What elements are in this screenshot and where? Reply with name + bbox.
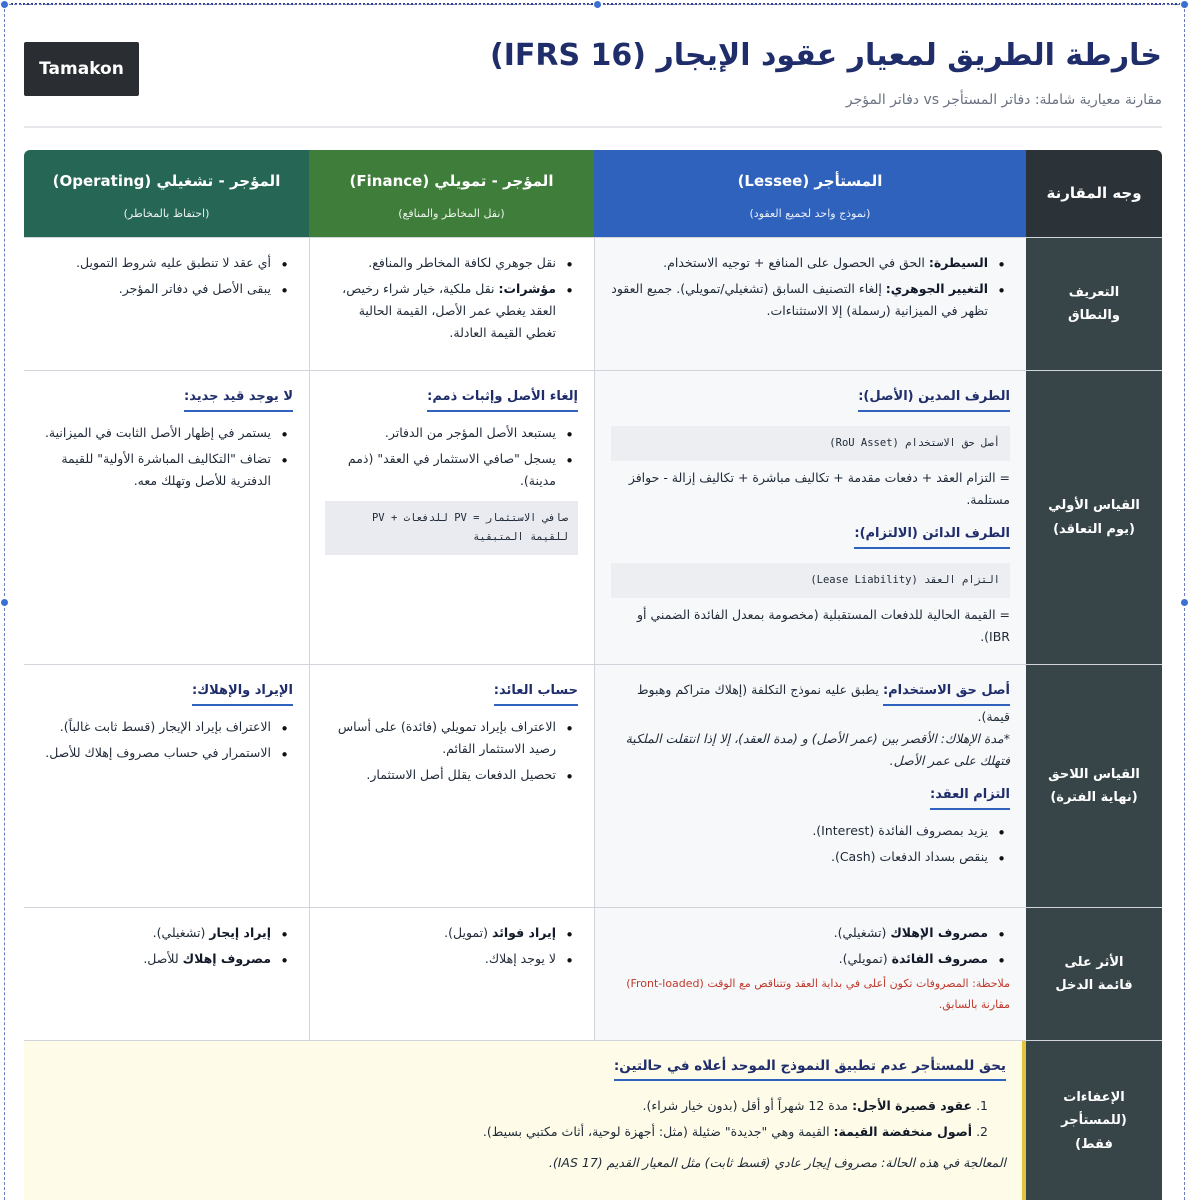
page-subtitle: مقارنة معيارية شاملة: دفاتر المستأجر vs دفاتر المؤجر — [845, 92, 1162, 108]
header-operating-sub: (احتفاظ بالمخاطر) — [123, 207, 210, 221]
aspect-line: قائمة الدخل — [1055, 978, 1133, 993]
treatment-note: المعالجة في هذه الحالة: مصروف إيجار عادي (قسط ثابت) مثل المعيار القديم (IAS 17). — [548, 1155, 1006, 1171]
list-item: • يسجل "صافي الاستثمار في العقد" (ذمم مدينة). — [326, 448, 578, 492]
section-title: الإيراد والإهلاك: — [192, 680, 293, 706]
operating-initial — [24, 371, 309, 664]
page-header — [24, 32, 1162, 128]
item-text: يطبق عليه نموذج التكلفة (إهلاك متراكم وهبوط قيمة). — [636, 682, 1010, 724]
bold-label: مصروف الإهلاك — [890, 925, 988, 940]
lessee-initial — [594, 371, 1026, 664]
aspect-line: (للمستأجر فقط) — [1061, 1113, 1127, 1152]
list-item — [611, 252, 1010, 274]
header-finance — [309, 150, 594, 237]
section-title: حساب العائد: — [494, 680, 578, 706]
list-item — [40, 1121, 1006, 1143]
item-text: (تشغيلي). — [152, 925, 210, 940]
section-title: الطرف المدين (الأصل): — [858, 386, 1010, 412]
list-item: • لا يوجد إهلاك. — [326, 948, 578, 970]
lessee-subsequent — [594, 665, 1026, 907]
row-subsequent-measurement — [24, 665, 1162, 908]
operating-income — [24, 908, 309, 1040]
row-definition — [24, 238, 1162, 371]
code-block: التزام العقد (Lease Liability) — [611, 563, 1010, 598]
aspect-definition — [1026, 238, 1162, 370]
aspect-line: القياس اللاحق — [1048, 766, 1140, 782]
comparison-table — [24, 150, 1162, 1200]
formula-text: = القيمة الحالية للدفعات المستقبلية (مخصومة بمعدل الفائدة الضمني أو IBR). — [637, 607, 1010, 644]
aspect-line: (يوم التعاقد) — [1053, 521, 1135, 537]
item-text: (تمويل). — [444, 925, 492, 940]
row-income-effect — [24, 908, 1162, 1041]
list-item: • أي عقد لا تنطبق عليه شروط التمويل. — [40, 252, 293, 274]
code-block: صافي الاستثمار = PV للدفعات + PV للقيمة المتبقية — [325, 501, 578, 555]
item-text: للأصل. — [143, 950, 183, 966]
item-text: الحق في الحصول على المنافع + توجيه الاستخدام. — [663, 255, 929, 270]
bold-label: التغيير الجوهري: — [885, 280, 988, 296]
row-exemptions — [24, 1041, 1162, 1200]
code-block: أصل حق الاستخدام (RoU Asset) — [611, 426, 1010, 461]
bold-label: السيطرة: — [928, 255, 988, 270]
item-text: إلغاء التصنيف السابق (تشغيلي/تمويلي). جميع العقود تظهر في الميزانية (رسملة) إلا الاستثناءات. — [611, 280, 988, 318]
list-item — [326, 922, 578, 944]
resize-handle-top-left[interactable] — [0, 0, 9, 9]
warning-note: ملاحظة: المصروفات تكون أعلى في بداية العقد وتتناقص مع الوقت (Front-loaded) مقارنة بالسابق. — [626, 976, 1010, 1011]
section-title: التزام العقد: — [930, 784, 1010, 810]
exemptions-body — [24, 1041, 1026, 1200]
bold-label: أصول منخفضة القيمة: — [833, 1123, 973, 1139]
lessee-income — [594, 908, 1026, 1040]
aspect-income — [1026, 908, 1162, 1040]
header-operating — [24, 150, 309, 237]
row-initial-measurement — [24, 371, 1162, 665]
item-text: مدة 12 شهراً أو أقل (بدون خيار شراء). — [642, 1097, 853, 1113]
list-item: • ينقص بسداد الدفعات (Cash). — [611, 846, 1010, 868]
aspect-exemptions — [1026, 1041, 1162, 1200]
resize-handle-right[interactable] — [1180, 598, 1189, 607]
list-item — [611, 922, 1010, 944]
list-item — [40, 922, 293, 944]
operating-definition — [24, 238, 309, 370]
brand-logo: Tamakon — [24, 42, 139, 96]
list-item: • الاعتراف بإيراد تمويلي (فائدة) على أساس رصيد الاستثمار القائم. — [326, 716, 578, 760]
aspect-line: (نهاية الفترة) — [1050, 790, 1138, 805]
lessee-definition — [594, 238, 1026, 370]
bold-label: إيراد فوائد — [491, 925, 556, 940]
section-title: إلغاء الأصل وإثبات ذمم: — [427, 386, 578, 412]
bold-label: مصروف إهلاك — [182, 950, 271, 966]
aspect-line: والنطاق — [1068, 308, 1120, 323]
header-lessee — [594, 150, 1026, 237]
bold-label: مصروف الفائدة — [891, 950, 988, 966]
list-item: • تضاف "التكاليف المباشرة الأولية" للقيمة الدفترية للأصل وتهلك معه. — [40, 448, 293, 492]
finance-subsequent — [309, 665, 594, 907]
aspect-initial — [1026, 371, 1162, 664]
finance-income — [309, 908, 594, 1040]
list-item: • يستمر في إظهار الأصل الثابت في الميزانية. — [40, 422, 293, 444]
aspect-subsequent — [1026, 665, 1162, 907]
list-item — [40, 1095, 1006, 1117]
operating-subsequent — [24, 665, 309, 907]
formula-text: = التزام العقد + دفعات مقدمة + تكاليف مباشرة + تكاليف إزالة - حوافز مستلمة. — [628, 469, 1010, 507]
header-finance-sub: (نقل المخاطر والمنافع) — [398, 207, 505, 221]
aspect-line: الإعفاءات — [1063, 1089, 1125, 1105]
exemptions-title: يحق للمستأجر عدم تطبيق النموذج الموحد أعلاه في حالتين: — [614, 1055, 1006, 1081]
list-item — [611, 278, 1010, 322]
list-item — [40, 948, 293, 970]
item-text: نقل ملكية، خيار شراء رخيص، العقد يغطي عمر الأصل، القيمة الحالية تغطي القيمة العادلة. — [342, 280, 556, 340]
item-number: 1. — [976, 1097, 988, 1113]
aspect-line: التعريف — [1068, 284, 1120, 300]
bold-label: إيراد إيجار — [209, 925, 271, 940]
item-text: (تشغيلي). — [833, 925, 891, 940]
section-title: لا يوجد قيد جديد: — [184, 386, 293, 412]
aspect-line: الأثر على — [1064, 954, 1124, 970]
header-finance-title: المؤجر - تمويلي (Finance) — [349, 172, 554, 190]
header-lessee-title: المستأجر (Lessee) — [737, 172, 883, 190]
finance-definition — [309, 238, 594, 370]
item-text: (تمويلي). — [838, 950, 892, 966]
list-item: • يبقى الأصل في دفاتر المؤجر. — [40, 278, 293, 300]
list-item: • الاعتراف بإيراد الإيجار (قسط ثابت غالباً). — [40, 716, 293, 738]
list-item: • يزيد بمصروف الفائدة (Interest). — [611, 820, 1010, 842]
item-text: القيمة وهي "جديدة" ضئيلة (مثل: أجهزة لوحية، أثاث مكتبي بسيط). — [482, 1123, 834, 1139]
list-item — [611, 948, 1010, 970]
item-number: 2. — [976, 1123, 988, 1139]
aspect-line: القياس الأولي — [1048, 498, 1140, 514]
section-title: الطرف الدائن (الالتزام): — [854, 523, 1010, 549]
list-item: • يستبعد الأصل المؤجر من الدفاتر. — [326, 422, 578, 444]
bold-label: مؤشرات: — [498, 280, 556, 296]
resize-handle-top-right[interactable] — [1180, 0, 1189, 9]
header-operating-title: المؤجر - تشغيلي (Operating) — [52, 172, 281, 190]
table-header-row — [24, 150, 1162, 238]
section-title: أصل حق الاستخدام: — [883, 680, 1010, 706]
header-lessee-sub: (نموذج واحد لجميع العقود) — [749, 207, 871, 221]
list-item — [326, 278, 578, 344]
bold-label: عقود قصيرة الأجل: — [852, 1097, 973, 1113]
italic-note: *مدة الإهلاك: الأقصر بين (عمر الأصل) و (مدة العقد)، إلا إذا انتقلت الملكية فتهلك على عمر الأصل. — [625, 730, 1010, 768]
page-title: خارطة الطريق لمعيار عقود الإيجار (IFRS 16) — [490, 38, 1162, 73]
resize-handle-top[interactable] — [593, 0, 602, 9]
finance-initial — [309, 371, 594, 664]
list-item: • الاستمرار في حساب مصروف إهلاك للأصل. — [40, 742, 293, 764]
header-aspect: وجه المقارنة — [1026, 150, 1162, 237]
resize-handle-left[interactable] — [0, 598, 9, 607]
list-item: • نقل جوهري لكافة المخاطر والمنافع. — [326, 252, 578, 274]
list-item: • تحصيل الدفعات يقلل أصل الاستثمار. — [326, 764, 578, 786]
